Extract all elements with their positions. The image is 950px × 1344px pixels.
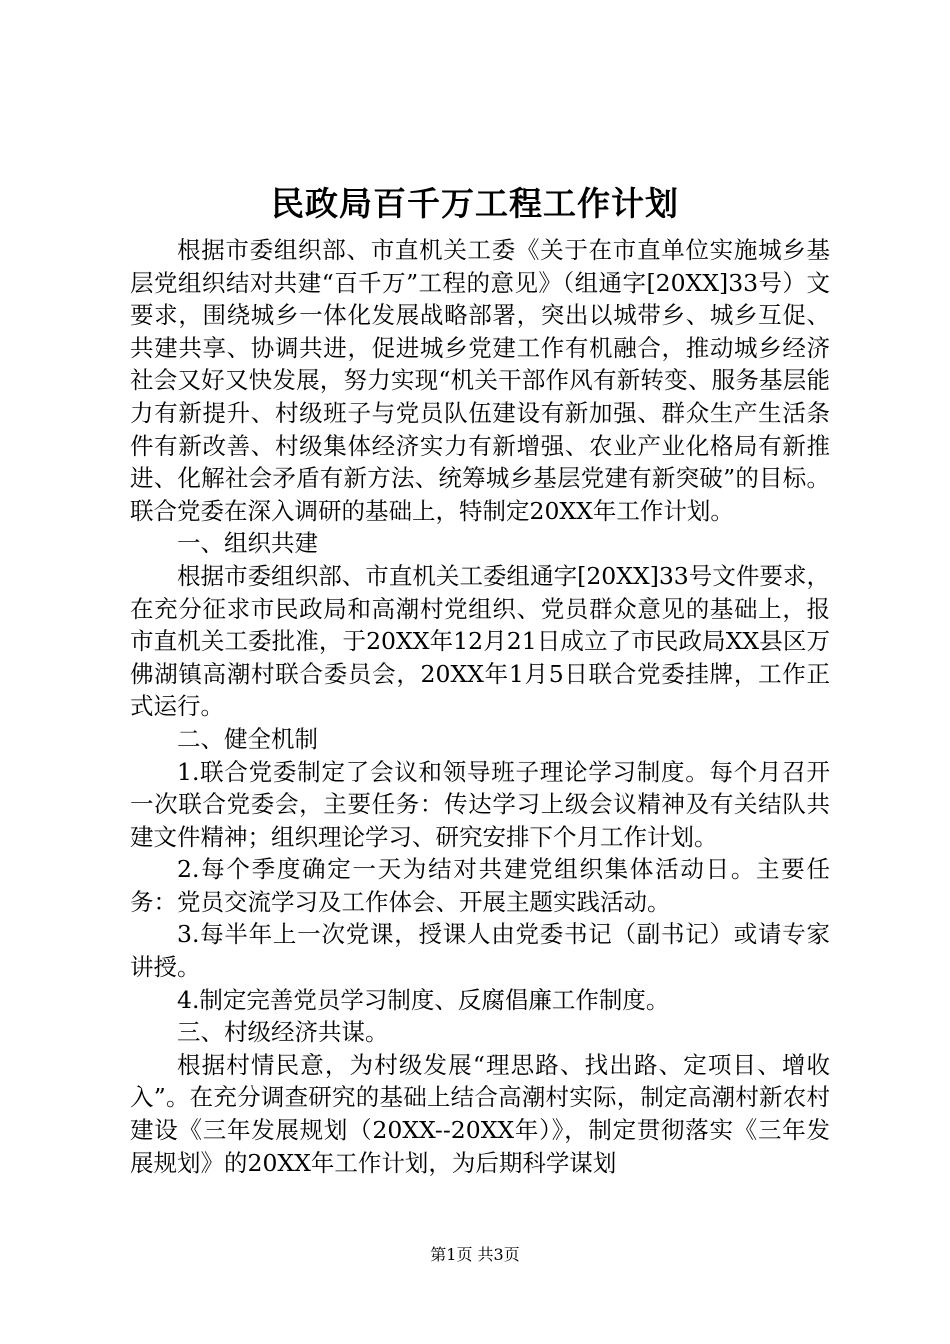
section-heading-3: 三、村级经济共谋。 (177, 1018, 389, 1047)
mechanism-item-3: 3.每半年上一次党课，授课人由党委书记（副书记）或请专家讲授。 (130, 920, 830, 982)
mechanism-item-1: 1.联合党委制定了会议和领导班子理论学习制度。每个月召开一次联合党委会，主要任务：传达学习上级会议精神及有关结队共建文件精神；组织理论学习、研究安排下个月工作计划。 (130, 757, 830, 851)
document-body (130, 234, 830, 1179)
mechanism-item-2: 2.每个季度确定一天为结对共建党组织集体活动日。主要任务：党员交流学习及工作体会、开展主题实践活动。 (130, 855, 830, 916)
section-3-paragraph: 根据村情民意，为村级发展“理思路、找出路、定项目、增收入”。在充分调查研究的基础上结合高潮村实际，制定高潮村新农村建设《三年发展规划（20XX--20XX年）》，制定贯彻落实《三年发展规划》的20XX年工作计划，为后期科学谋划 (130, 1050, 830, 1177)
document-title: 民政局百千万工程工作计划 (271, 184, 679, 223)
mechanism-item-4: 4.制定完善党员学习制度、反腐倡廉工作制度。 (177, 985, 670, 1014)
section-1-paragraph: 根据市委组织部、市直机关工委组通字[20XX]33号文件要求，在充分征求市民政局和高潮村党组织、党员群众意见的基础上，报市直机关工委批准，于20XX年12月21日成立了市民政局XX县区万佛湖镇高潮村联合委员会，20XX年1月5日联合党委挂牌，工作正式运行。 (130, 561, 830, 721)
section-heading-2: 二、健全机制 (177, 724, 318, 753)
page-number-footer: 第1页 共3页 (430, 1245, 520, 1264)
intro-paragraph: 根据市委组织部、市直机关工委《关于在市直单位实施城乡基层党组织结对共建“百千万”工程的意见》（组通字[20XX]33号）文要求，围绕城乡一体化发展战略部署，突出以城带乡、城乡互促、共建共享、协调共进，促进城乡党建工作有机融合，推动城乡经济社会又好又快发展，努力实现“机关干部作风有新转变、服务基层能力有新提升、村级班子与党员队伍建设有新加强、群众生产生活条件有新改善、村级集体经济实力有新增强、农业产业化格局有新推进、化解社会矛盾有新方法、统筹城乡基层党建有新突破”的目标。联合党委在深入调研的基础上，特制定20XX年工作计划。 (130, 236, 830, 525)
section-heading-1: 一、组织共建 (177, 529, 318, 558)
